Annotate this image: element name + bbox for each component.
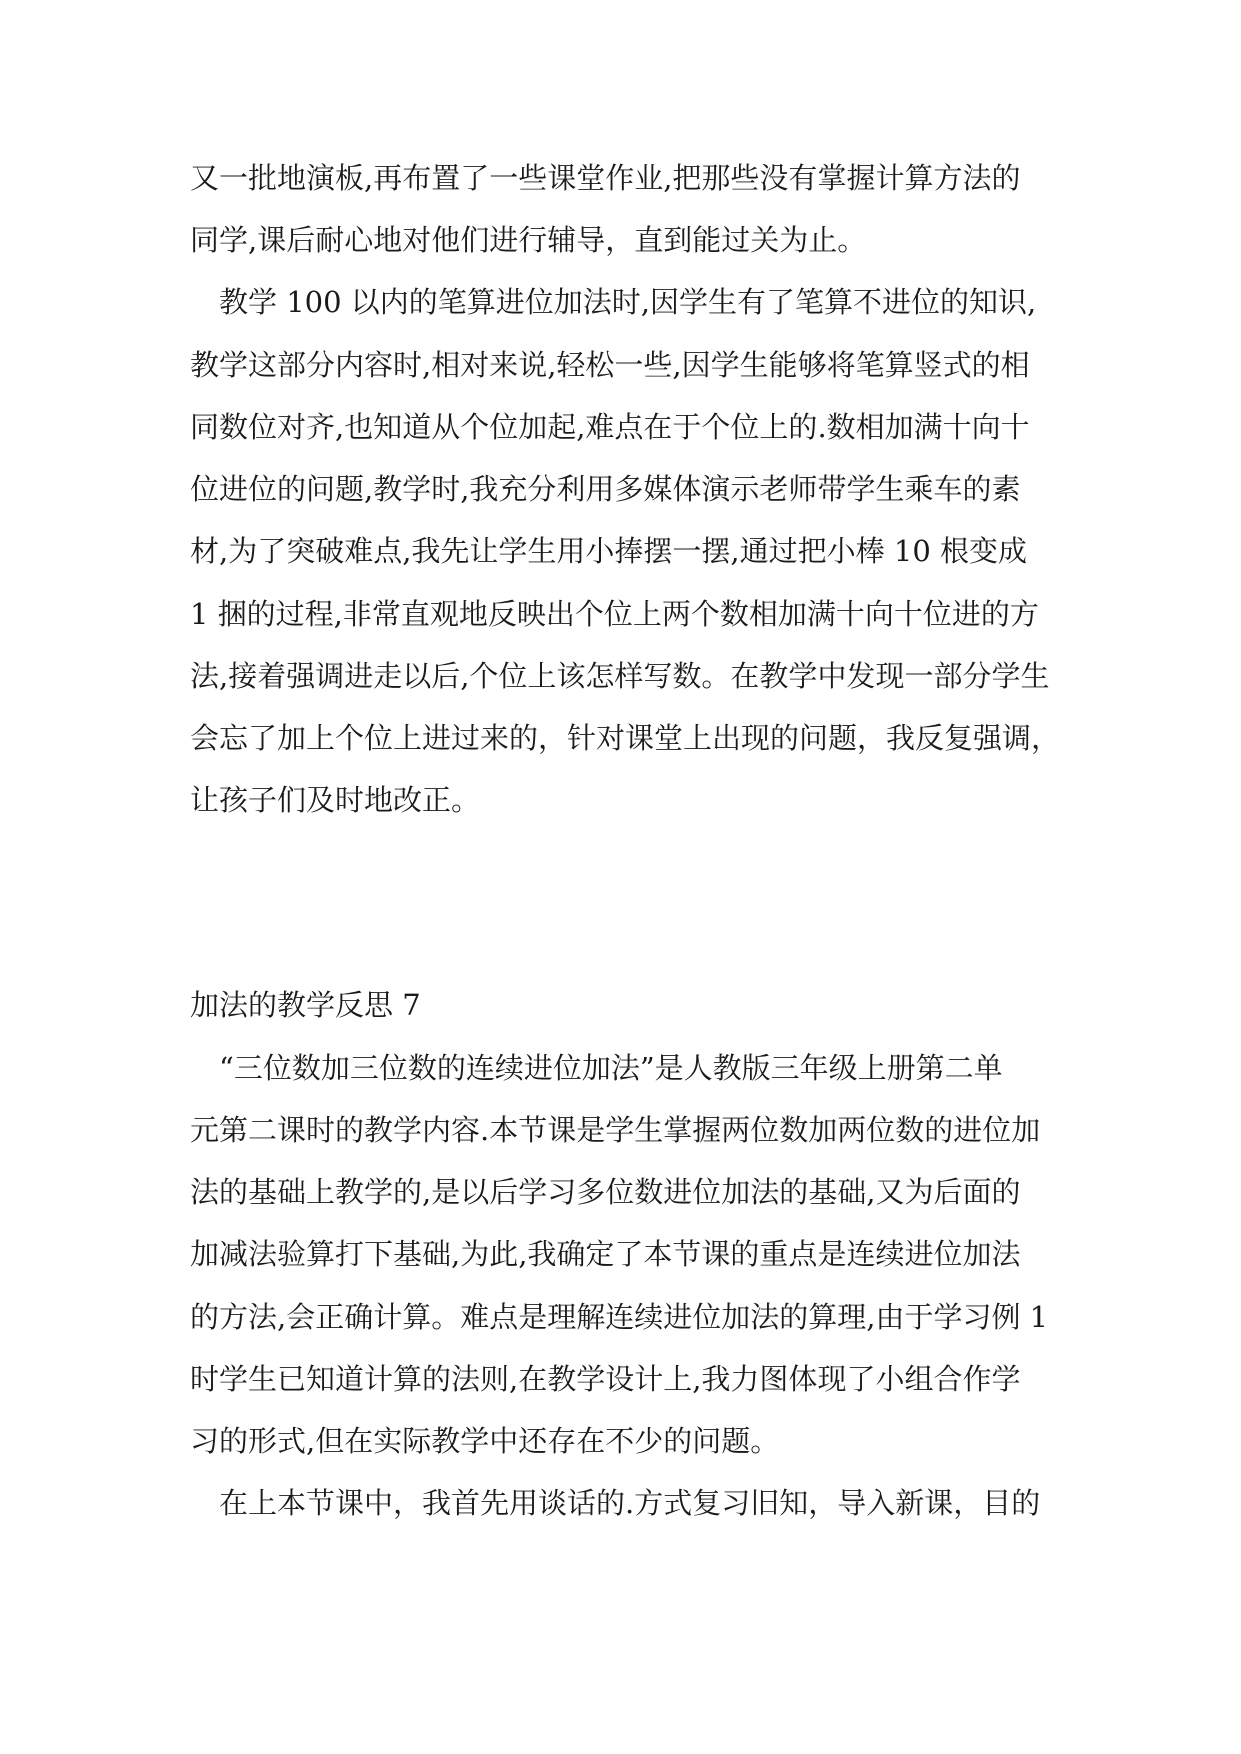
text-line: 的方法,会正确计算。难点是理解连续进位加法的算理,由于学习例 1 [190,1300,1049,1334]
text-line: “三位数加三位数的连续进位加法”是人教版三年级上册第二单 [190,1051,1003,1085]
text-line: 教学 100 以内的笔算进位加法时,因学生有了笔算不进位的知识, [190,285,1037,319]
text-line: 又一批地演板,再布置了一些课堂作业,把那些没有掌握计算方法的 [190,161,1021,195]
text-line: 教学这部分内容时,相对来说,轻松一些,因学生能够将笔算竖式的相 [190,348,1030,382]
text-line: 法的基础上教学的,是以后学习多位数进位加法的基础,又为后面的 [190,1175,1021,1209]
text-line: 元第二课时的教学内容.本节课是学生掌握两位数加两位数的进位加 [190,1113,1041,1147]
text-line: 同学,课后耐心地对他们进行辅导，直到能过关为止。 [190,223,867,257]
text-line: 加减法验算打下基础,为此,我确定了本节课的重点是连续进位加法 [190,1237,1021,1271]
section-title: 加法的教学反思 7 [190,988,421,1022]
text-line: 1 捆的过程,非常直观地反映出个位上两个数相加满十向十位进的方 [190,597,1039,631]
text-line: 在上本节课中，我首先用谈话的.方式复习旧知，导入新课，目的 [190,1486,1041,1520]
text-line: 让孩子们及时地改正。 [190,783,481,817]
text-line: 习的形式,但在实际教学中还存在不少的问题。 [190,1424,780,1458]
text-line: 会忘了加上个位上进过来的，针对课堂上出现的问题，我反复强调， [190,721,1061,755]
text-line: 位进位的问题,教学时,我充分利用多媒体演示老师带学生乘车的素 [190,472,1021,506]
text-line: 材,为了突破难点,我先让学生用小捧摆一摆,通过把小棒 10 根变成 [190,534,1027,568]
text-line: 时学生已知道计算的法则,在教学设计上,我力图体现了小组合作学 [190,1362,1021,1396]
text-line: 法,接着强调进走以后,个位上该怎样写数。在教学中发现一部分学生 [190,659,1050,693]
text-line: 同数位对齐,也知道从个位加起,难点在于个位上的.数相加满十向十 [190,410,1030,444]
